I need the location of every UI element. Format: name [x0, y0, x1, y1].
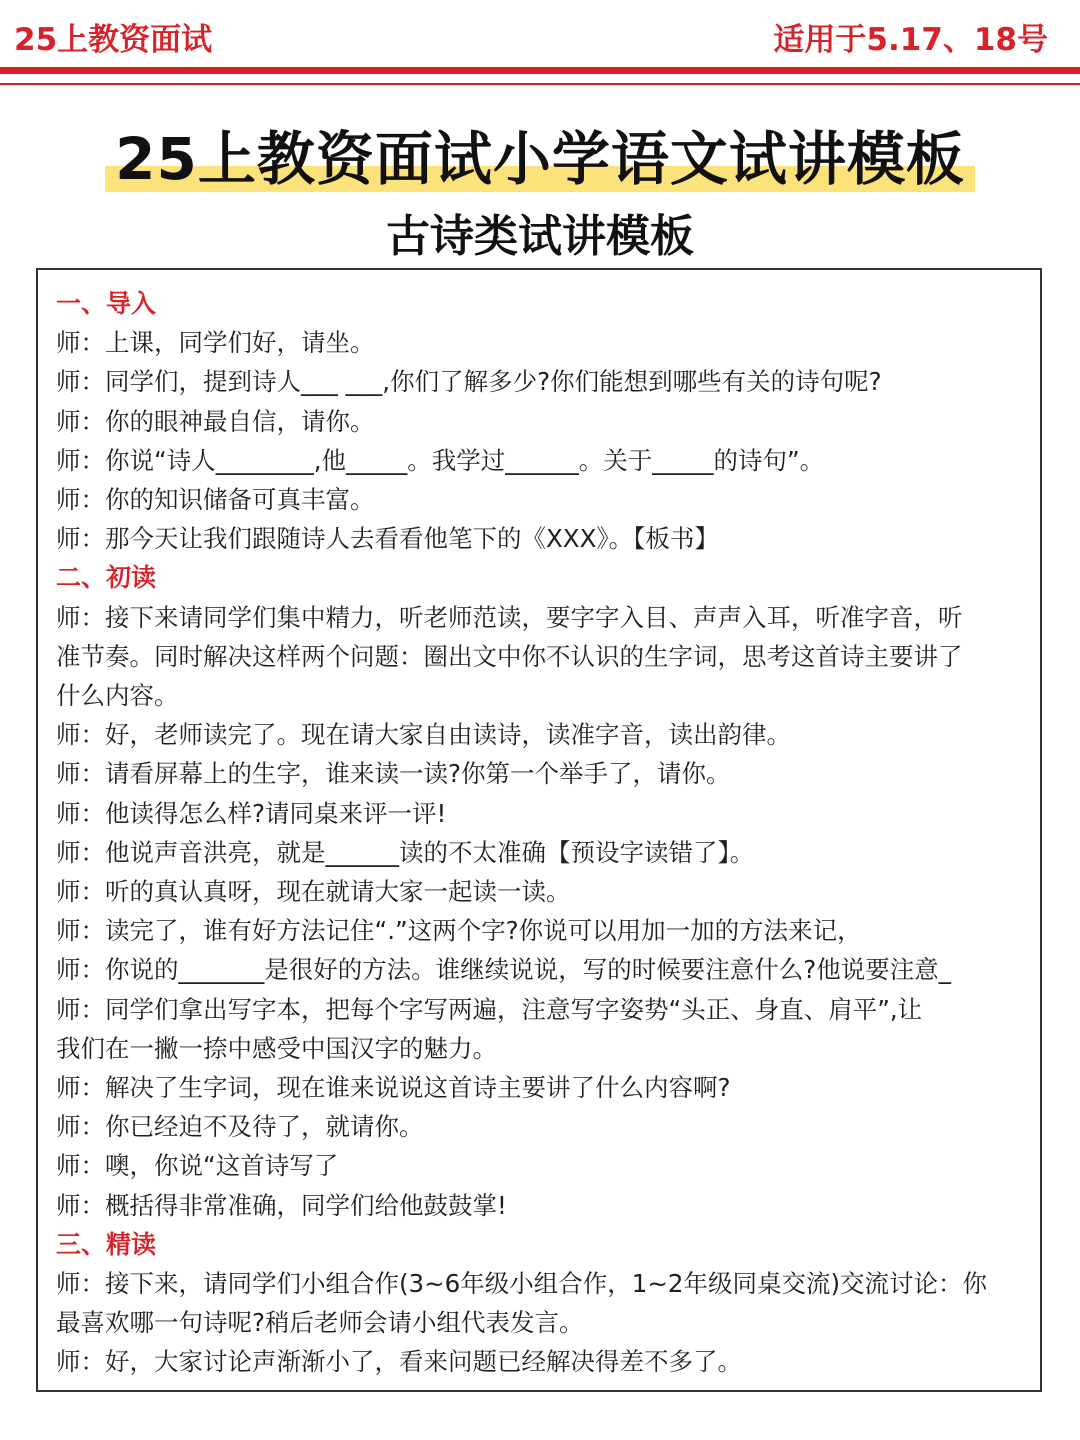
content-line: 师：同学们拿出写字本，把每个字写两遍，注意写字姿势“头正、身直、肩平”,让 [56, 994, 923, 1024]
section-heading: 二、初读 [56, 563, 157, 593]
content-line: 我们在一撇一捺中感受中国汉字的魅力。 [56, 1033, 497, 1063]
content-line: 师：概括得非常准确，同学们给他鼓鼓掌! [56, 1190, 507, 1220]
top-bar [0, 0, 1080, 70]
section-heading: 三、精读 [56, 1229, 157, 1259]
content-line: 师：你说“诗人________,他_____。我学过______。关于_____的诗句”。 [56, 445, 825, 475]
content-lines [56, 284, 1020, 1382]
content-box [36, 268, 1042, 1392]
content-line: 准节奏。同时解决这样两个问题：圈出文中你不认识的生字词，思考这首诗主要讲了 [56, 641, 963, 671]
content-line: 师：听的真认真呀，现在就请大家一起读一读。 [56, 877, 571, 907]
header-right-label: 适用于5.17、18号 [773, 22, 1048, 58]
content-line: 师：上课，同学们好，请坐。 [56, 328, 375, 358]
page-title [105, 112, 975, 196]
page-subtitle: 古诗类试讲模板 [386, 211, 694, 262]
page-title-text: 25上教资面试小学语文试讲模板 [115, 125, 965, 193]
content-line: 什么内容。 [56, 681, 179, 711]
content-line: 师：你的知识储备可真丰富。 [56, 485, 375, 515]
content-line: 师：你的眼神最自信，请你。 [56, 406, 375, 436]
content-line: 最喜欢哪一句诗呢?稍后老师会请小组代表发言。 [56, 1308, 584, 1338]
content-line: 师：同学们，提到诗人___ ___,你们了解多少?你们能想到哪些有关的诗句呢? [56, 367, 882, 397]
content-line: 师：读完了，谁有好方法记住“.”这两个字?你说可以用加一加的方法来记， [56, 916, 862, 946]
content-line: 师：好，老师读完了。现在请大家自由读诗，读准字音，读出韵律。 [56, 720, 791, 750]
content-line: 师：你说的_______是很好的方法。谁继续说说，写的时候要注意什么?他说要注意_ [56, 955, 952, 985]
header-left-label: 25上教资面试 [14, 22, 213, 58]
header-rule-thin [0, 83, 1080, 85]
content-line: 师：你已经迫不及待了，就请你。 [56, 1112, 424, 1142]
content-line: 师：请看屏幕上的生字，谁来读一读?你第一个举手了，请你。 [56, 759, 731, 789]
header-rule-thick [0, 67, 1080, 74]
content-line: 师：解决了生字词，现在谁来说说这首诗主要讲了什么内容啊? [56, 1073, 731, 1103]
content-line: 师：接下来，请同学们小组合作(3~6年级小组合作，1~2年级同桌交流)交流讨论：你 [56, 1269, 988, 1299]
content-line: 师：他说声音洪亮，就是______读的不太准确【预设字读错了】。 [56, 837, 755, 867]
content-line: 师：接下来请同学们集中精力，听老师范读，要字字入目、声声入耳，听准字音，听 [56, 602, 963, 632]
title-container [0, 112, 1080, 196]
content-line: 师：他读得怎么样?请同桌来评一评! [56, 798, 447, 828]
content-line: 师：噢，你说“这首诗写了 [56, 1151, 339, 1181]
section-heading: 一、导入 [56, 289, 157, 318]
content-line: 师：好，大家讨论声渐渐小了，看来问题已经解决得差不多了。 [56, 1347, 742, 1377]
content-line: 师：那今天让我们跟随诗人去看看他笔下的《XXX》。【板书】 [56, 524, 719, 554]
